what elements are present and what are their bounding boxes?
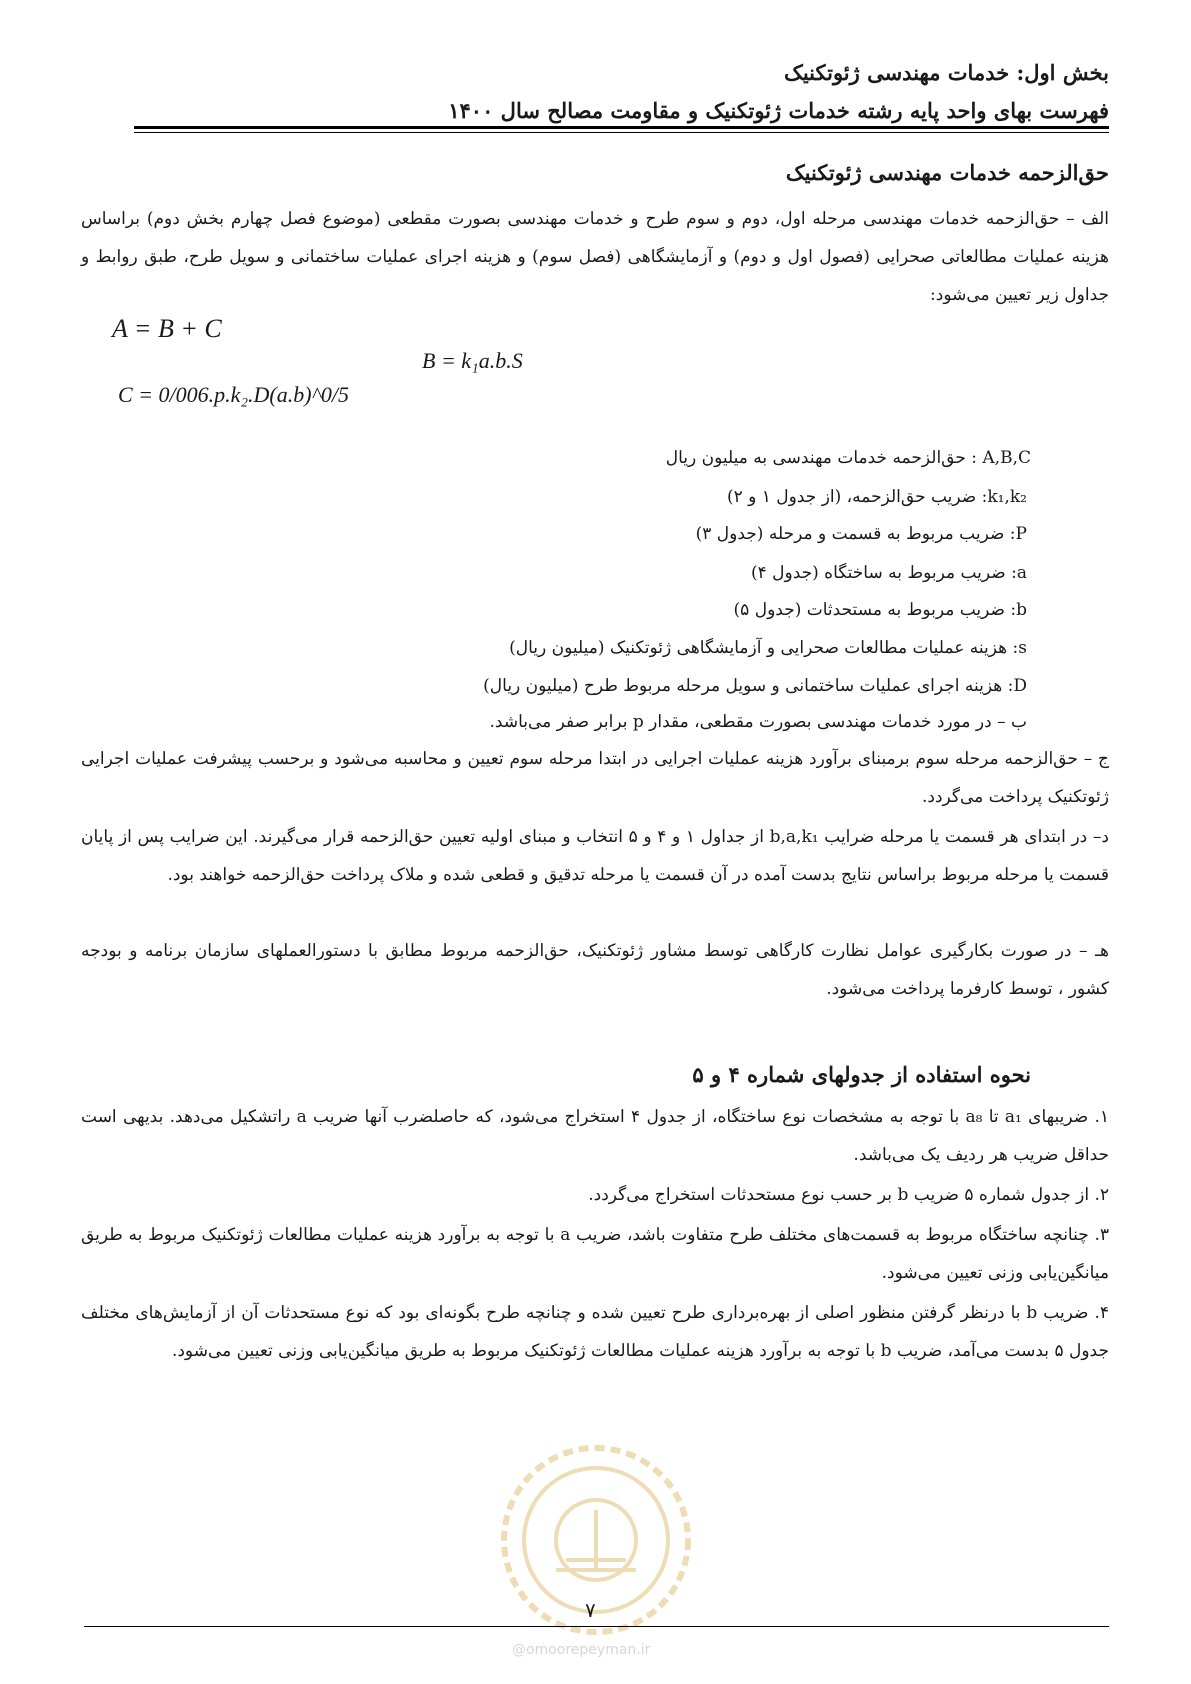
definition-p: P: ضریب مربوط به قسمت و مرحله (جدول ۳) <box>695 524 1027 544</box>
definition-s: s: هزینه عملیات مطالعات صحرایی و آزمایشگاهی ژئوتکنیک (میلیون ریال) <box>509 638 1027 658</box>
footer-rule <box>84 1626 1109 1627</box>
list-item-2: ۲. از جدول شماره ۵ ضریب b بر حسب نوع مستحدثات استخراج می‌گردد. <box>588 1185 1109 1205</box>
formula-c: C = 0/006.p.k₂.D(a.b)^0/5 <box>118 382 349 407</box>
list-item-3: ۳. چنانچه ساختگاه مربوط به قسمت‌های مختلف طرح متفاوت باشد، ضریب a با توجه به برآورد هزینه عملیات مطالعات ژئوتکنیک مربوط به طریق میانگین‌یابی وزنی تعیین می‌شود. <box>81 1225 1109 1283</box>
paragraph-alef: الف – حق‌الزحمه خدمات مهندسی مرحله اول، دوم و سوم طرح و خدمات مهندسی بصورت مقطعی (موضوع فصل چهارم بخش دوم) براساس هزینه عملیات مطالعاتی صحرایی (فصول اول و دوم) و آزمایشگاهی (فصل سوم) و هزینه اجرای عملیات ساختمانی و سویل طرح، طبق روابط و جداول زیر تعیین می‌شود: <box>81 209 1109 305</box>
definition-b: b: ضریب مربوط به مستحدثات (جدول ۵) <box>733 600 1027 620</box>
definition-k: k₁,k₂: ضریب حق‌الزحمه، (از جدول ۱ و ۲) <box>726 487 1027 507</box>
header-rule-thin <box>134 132 1109 133</box>
page-number: ۷ <box>585 1598 596 1622</box>
definition-abc: A,B,C : حق‌الزحمه خدمات مهندسی به میلیون ریال <box>665 448 1031 468</box>
section-title-fees: حق‌الزحمه خدمات مهندسی ژئوتکنیک <box>785 160 1109 185</box>
paragraph-be: ب – در مورد خدمات مهندسی بصورت مقطعی، مقدار p برابر صفر می‌باشد. <box>489 712 1027 732</box>
paragraph-dal: د– در ابتدای هر قسمت یا مرحله ضرایب b,a,k₁ از جداول ۱ و ۴ و ۵ انتخاب و مبنای اولیه تعیین حق‌الزحمه قرار می‌گیرند. این ضرایب پس از پایان قسمت یا مرحله مربوط براساس نتایج بدست آمده در آن قسمت یا مرحله تدقیق و قطعی شده و ملاک پرداخت حق‌الزحمه خواهند بود. <box>81 827 1109 885</box>
section-title-tables: نحوه استفاده از جدولهای شماره ۴ و ۵ <box>692 1062 1031 1087</box>
watermark-text: @omoorepeyman.ir <box>512 1642 651 1658</box>
definition-d: D: هزینه اجرای عملیات ساختمانی و سویل مرحله مربوط طرح (میلیون ریال) <box>483 676 1027 696</box>
header-rule-thick <box>134 126 1109 129</box>
header-part-title: بخش اول: خدمات مهندسی ژئوتکنیک <box>784 60 1109 85</box>
paragraph-jim: ج – حق‌الزحمه مرحله سوم برمبنای برآورد هزینه عملیات اجرایی در ابتدا مرحله سوم تعیین و محاسبه می‌شود و برحسب پیشرفت عملیات اجرایی ژئوتکنیک پرداخت می‌گردد. <box>81 749 1109 807</box>
header-document-title: فهرست بهای واحد پایه رشته خدمات ژئوتکنیک و مقاومت مصالح سال ۱۴۰۰ <box>448 98 1109 123</box>
formula-a: A = B + C <box>112 314 222 343</box>
list-item-4: ۴. ضریب b با درنظر گرفتن منظور اصلی از بهره‌برداری طرح تعیین شده و چنانچه طرح بگونه‌ای بود که نوع مستحدثات آن از آزمایش‌های مختلف جدول ۵ بدست می‌آمد، ضریب b با توجه به برآورد هزینه عملیات مطالعات ژئوتکنیک مربوط به طریق میانگین‌یابی وزنی تعیین می‌شود. <box>81 1303 1109 1361</box>
list-item-1: ۱. ضریبهای a₁ تا a₈ با توجه به مشخصات نوع ساختگاه، از جدول ۴ استخراج می‌شود، که حاصلضرب آنها ضریب a راتشکیل می‌دهد. بدیهی است حداقل ضریب هر ردیف یک می‌باشد. <box>81 1107 1109 1165</box>
formula-b: B = k₁a.b.S <box>422 348 523 373</box>
definition-a: a: ضریب مربوط به ساختگاه (جدول ۴) <box>750 563 1027 583</box>
paragraph-he: هـ – در صورت بکارگیری عوامل نظارت کارگاهی توسط مشاور ژئوتکنیک، حق‌الزحمه مربوط مطابق با دستورالعملهای سازمان برنامه و بودجه کشور ، توسط کارفرما پرداخت می‌شود. <box>81 941 1109 999</box>
publisher-seal-icon <box>496 1440 696 1640</box>
